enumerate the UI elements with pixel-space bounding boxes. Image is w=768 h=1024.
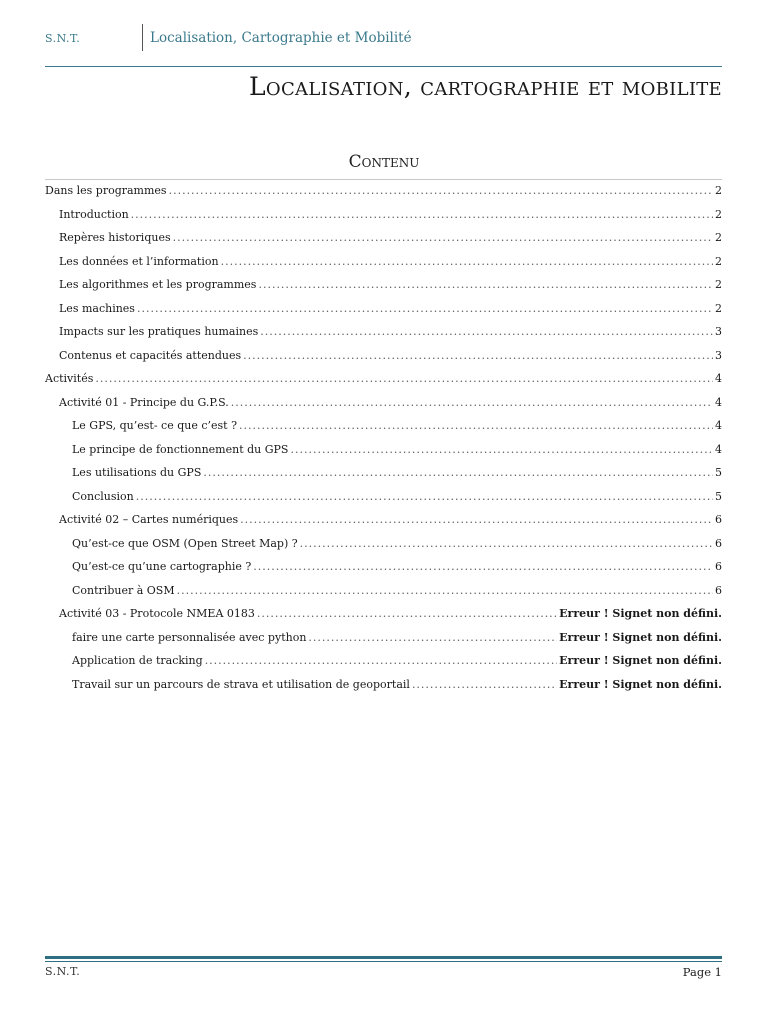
toc-dot-leader <box>300 534 713 553</box>
toc-entry[interactable] <box>45 509 722 533</box>
toc-entry-page[interactable]: 4 <box>715 395 722 409</box>
toc-entry-label[interactable]: Activités <box>45 372 94 385</box>
toc-entry-page[interactable]: 4 <box>715 442 722 456</box>
toc-entry[interactable] <box>45 392 722 416</box>
toc-entry-label[interactable]: Conclusion <box>72 489 134 503</box>
toc-dot-leader <box>253 557 713 576</box>
toc-entry[interactable] <box>45 650 722 674</box>
toc-dot-leader <box>177 581 713 600</box>
footer-rule-thin <box>45 961 722 962</box>
toc-dot-leader <box>137 299 713 318</box>
toc-entry-label[interactable]: Les machines <box>59 301 135 315</box>
toc-entry-page[interactable]: 5 <box>715 489 722 503</box>
header-separator <box>142 24 143 51</box>
toc-dot-leader <box>95 369 713 388</box>
toc-entry-label[interactable]: faire une carte personnalisée avec python <box>72 630 307 644</box>
toc-entry-page[interactable]: Erreur ! Signet non défini. <box>559 654 722 667</box>
toc-entry-label[interactable]: Impacts sur les pratiques humaines <box>59 325 259 338</box>
toc-entry[interactable] <box>45 674 722 698</box>
toc-entry-page[interactable]: 3 <box>715 348 722 362</box>
toc-entry-label[interactable]: Dans les programmes <box>45 184 167 197</box>
toc-entry-page[interactable]: 6 <box>715 513 722 526</box>
toc-entry-page[interactable]: 6 <box>715 536 722 550</box>
toc-entry-page[interactable]: 2 <box>715 278 722 291</box>
toc-dot-leader <box>231 393 713 412</box>
toc-entry-page[interactable]: 4 <box>715 419 722 432</box>
toc-entry-page[interactable]: 5 <box>715 466 722 479</box>
toc-entry-page[interactable]: 6 <box>715 583 722 597</box>
table-of-contents <box>45 180 722 697</box>
toc-entry-label[interactable]: Activité 01 - Principe du G.P.S. <box>59 395 229 409</box>
toc-entry-label[interactable]: Qu’est-ce que OSM (Open Street Map) ? <box>72 536 298 550</box>
toc-entry[interactable] <box>45 274 722 298</box>
toc-entry-label[interactable]: Qu’est-ce qu’une cartographie ? <box>72 560 252 573</box>
toc-dot-leader <box>243 346 713 365</box>
toc-dot-leader <box>308 628 557 647</box>
page-number: Page 1 <box>682 965 722 979</box>
toc-dot-leader <box>240 510 713 529</box>
toc-entry-page[interactable]: 4 <box>715 372 722 385</box>
toc-entry[interactable] <box>45 627 722 651</box>
toc-entry[interactable] <box>45 533 722 557</box>
toc-entry[interactable] <box>45 415 722 439</box>
footer-left-text: S.N.T. <box>45 965 81 978</box>
toc-dot-leader <box>173 228 713 247</box>
toc-dot-leader <box>221 252 713 271</box>
toc-entry[interactable] <box>45 321 722 345</box>
toc-dot-leader <box>260 322 713 341</box>
toc-dot-leader <box>169 181 713 200</box>
toc-dot-leader <box>131 205 713 224</box>
toc-entry-page[interactable]: Erreur ! Signet non défini. <box>559 607 722 620</box>
toc-dot-leader <box>136 487 713 506</box>
toc-dot-leader <box>258 275 713 294</box>
toc-entry-label[interactable]: Repères historiques <box>59 231 171 244</box>
toc-entry[interactable] <box>45 486 722 510</box>
toc-entry[interactable] <box>45 298 722 322</box>
toc-entry-page[interactable]: 2 <box>715 254 722 268</box>
header-right-text: Localisation, Cartographie et Mobilité <box>150 30 412 46</box>
toc-entry-label[interactable]: Les utilisations du GPS <box>72 466 202 479</box>
toc-entry-label[interactable]: Activité 03 - Protocole NMEA 0183 <box>59 607 255 620</box>
toc-heading: Contenu <box>348 152 420 172</box>
toc-entry[interactable] <box>45 251 722 275</box>
toc-dot-leader <box>412 675 557 694</box>
toc-dot-leader <box>239 416 713 435</box>
toc-entry[interactable] <box>45 368 722 392</box>
toc-dot-leader <box>205 651 557 670</box>
toc-entry-label[interactable]: Application de tracking <box>72 654 203 667</box>
document-title: Localisation, cartographie et mobilite <box>249 72 722 101</box>
toc-entry-page[interactable]: Erreur ! Signet non défini. <box>559 630 722 644</box>
toc-entry-page[interactable]: 2 <box>715 231 722 244</box>
toc-entry[interactable] <box>45 580 722 604</box>
toc-dot-leader <box>203 463 713 482</box>
toc-entry[interactable] <box>45 204 722 228</box>
toc-entry-label[interactable]: Activité 02 – Cartes numériques <box>59 513 239 526</box>
toc-entry-label[interactable]: Les algorithmes et les programmes <box>59 278 257 291</box>
toc-dot-leader <box>257 604 557 623</box>
toc-entry-page[interactable]: 3 <box>715 325 722 338</box>
header-left-text: S.N.T. <box>45 32 81 45</box>
toc-entry[interactable] <box>45 180 722 204</box>
toc-entry-label[interactable]: Contribuer à OSM <box>72 583 175 597</box>
toc-entry-label[interactable]: Le principe de fonctionnement du GPS <box>72 442 289 456</box>
toc-entry-page[interactable]: Erreur ! Signet non défini. <box>559 677 722 691</box>
toc-entry[interactable] <box>45 556 722 580</box>
toc-entry-page[interactable]: 6 <box>715 560 722 573</box>
toc-dot-leader <box>290 440 713 459</box>
toc-entry[interactable] <box>45 439 722 463</box>
footer-rule-thick <box>45 956 722 959</box>
toc-entry-label[interactable]: Contenus et capacités attendues <box>59 348 242 362</box>
toc-entry[interactable] <box>45 603 722 627</box>
toc-entry[interactable] <box>45 227 722 251</box>
toc-entry-page[interactable]: 2 <box>715 184 722 197</box>
toc-entry-page[interactable]: 2 <box>715 207 722 221</box>
header-rule <box>45 66 722 67</box>
toc-entry-label[interactable]: Introduction <box>59 207 129 221</box>
toc-entry[interactable] <box>45 345 722 369</box>
toc-entry-label[interactable]: Le GPS, qu’est- ce que c’est ? <box>72 419 237 432</box>
toc-entry-label[interactable]: Les données et l’information <box>59 254 219 268</box>
toc-entry[interactable] <box>45 462 722 486</box>
toc-entry-label[interactable]: Travail sur un parcours de strava et utilisation de geoportail <box>72 677 410 691</box>
toc-entry-page[interactable]: 2 <box>715 301 722 315</box>
